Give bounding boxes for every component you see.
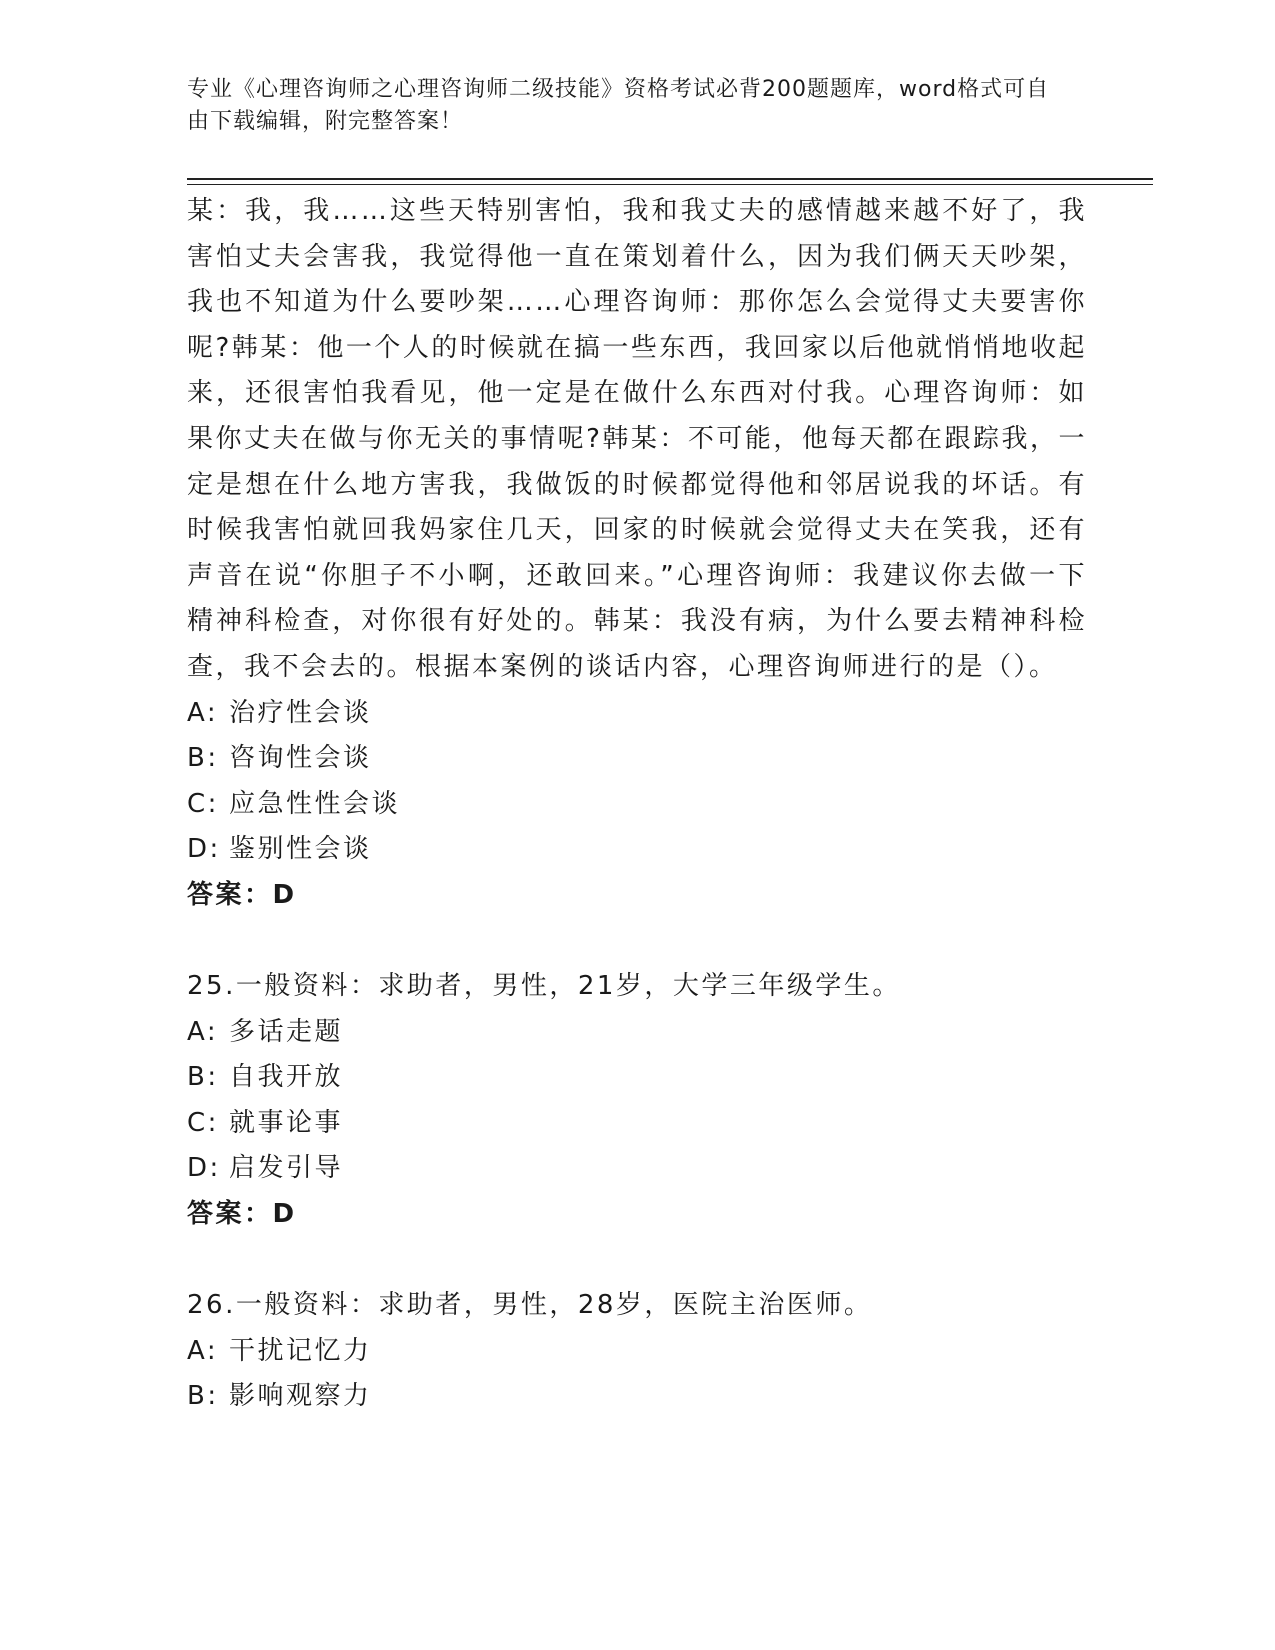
header-rule-thick [187, 178, 1153, 180]
option-a [187, 1010, 1087, 1056]
option-text: 干扰记忆力 [229, 1335, 372, 1366]
spacer [187, 919, 1087, 965]
option-letter: D: [187, 1153, 221, 1184]
option-letter: A: [187, 1016, 219, 1047]
option-letter: C: [187, 1107, 219, 1138]
document-body [187, 189, 1087, 1420]
answer-line: 答案：D [187, 1199, 297, 1230]
question-25 [187, 964, 1087, 1238]
option-text: 自我开放 [229, 1062, 344, 1093]
question-24 [187, 189, 1087, 919]
option-a [187, 691, 1087, 737]
option-d [187, 827, 1087, 873]
option-b [187, 1055, 1087, 1101]
option-text: 咨询性会谈 [229, 743, 372, 774]
case-passage: 某：我，我……这些天特别害怕，我和我丈夫的感情越来越不好了，我害怕丈夫会害我，我觉得他一直在策划着什么，因为我们俩天天吵架，我也不知道为什么要吵架……心理咨询师：那你怎么会觉得丈夫要害你呢?韩某：他一个人的时候就在搞一些东西，我回家以后他就悄悄地收起来，还很害怕我看见，他一定是在做什么东西对付我。心理咨询师：如果你丈夫在做与你无关的事情呢?韩某：不可能，他每天都在跟踪我，一定是想在什么地方害我，我做饭的时候都觉得他和邻居说我的坏话。有时候我害怕就回我妈家住几天，回家的时候就会觉得丈夫在笑我，还有声音在说“你胆子不小啊，还敢回来。”心理咨询师：我建议你去做一下精神科检查，对你很有好处的。韩某：我没有病，为什么要去精神科检查，我不会去的。根据本案例的谈话内容，心理咨询师进行的是（）。 [187, 196, 1087, 682]
option-letter: A: [187, 697, 219, 728]
question-26 [187, 1283, 1087, 1420]
question-stem: 26.一般资料：求助者，男性，28岁，医院主治医师。 [187, 1290, 873, 1321]
option-b [187, 1374, 1087, 1420]
option-text: 多话走题 [229, 1016, 344, 1047]
page-header [187, 74, 1067, 138]
option-text: 应急性性会谈 [229, 788, 401, 819]
document-title: 专业《心理咨询师之心理咨询师二级技能》资格考试必背200题题库，word格式可自由下载编辑，附完整答案！ [187, 77, 1050, 134]
option-text: 启发引导 [229, 1153, 344, 1184]
option-text: 影响观察力 [229, 1381, 372, 1412]
answer-line: 答案：D [187, 879, 297, 910]
option-a [187, 1329, 1087, 1375]
option-letter: C: [187, 788, 219, 819]
option-text: 就事论事 [229, 1107, 344, 1138]
question-stem: 25.一般资料：求助者，男性，21岁，大学三年级学生。 [187, 971, 901, 1002]
option-d [187, 1146, 1087, 1192]
option-c [187, 1101, 1087, 1147]
option-letter: D: [187, 834, 221, 865]
option-letter: B: [187, 743, 219, 774]
option-b [187, 736, 1087, 782]
header-rule-thin [187, 184, 1153, 185]
option-c [187, 782, 1087, 828]
option-text: 鉴别性会谈 [229, 834, 372, 865]
spacer [187, 1238, 1087, 1284]
option-letter: B: [187, 1062, 219, 1093]
option-letter: A: [187, 1335, 219, 1366]
option-text: 治疗性会谈 [229, 697, 372, 728]
option-letter: B: [187, 1381, 219, 1412]
